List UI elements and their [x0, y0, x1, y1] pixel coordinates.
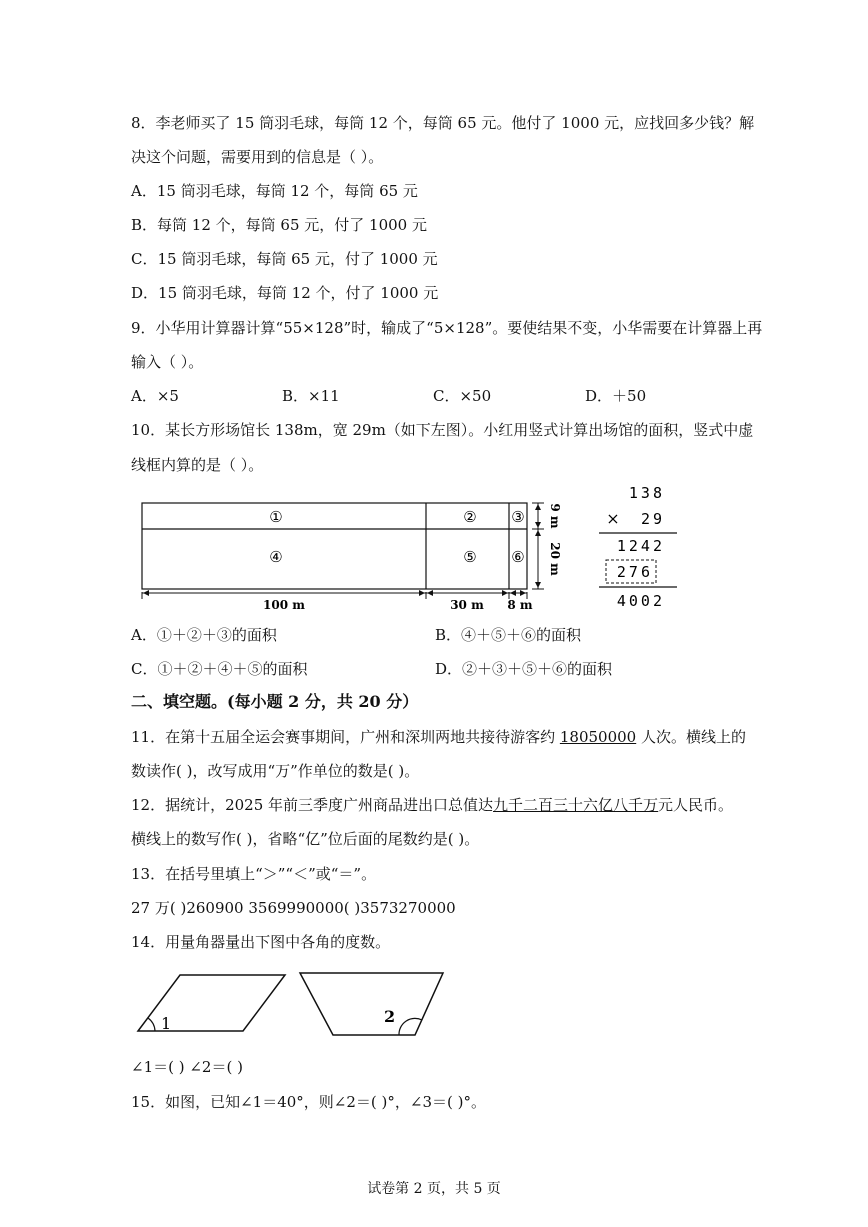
page-footer: 试卷第 2 页，共 5 页 [367, 1181, 501, 1197]
q11-underlined-number: 18050000 [559, 728, 637, 746]
q11-stem-line2: 数读作( )，改写成用“万”作单位的数是( )。 [131, 762, 420, 780]
q10-stem-line1: 10．某长方形场馆长 138m，宽 29m（如下左图）。小红用竖式计算出场馆的面积，竖式中虚 [131, 421, 754, 439]
dim-100m: 100 m [263, 598, 305, 612]
angle-1-label: 1 [161, 1014, 172, 1033]
q9-option-a: A．×5 [131, 387, 179, 405]
q9-stem-line2: 输入（ ）。 [131, 353, 204, 371]
q9-option-d: D．＋50 [585, 387, 647, 405]
calc-times-sign: × [606, 509, 620, 528]
q15-stem: 15．如图，已知∠1＝40°，则∠2＝( )°，∠3＝( )°。 [131, 1093, 486, 1111]
q10-vertical-multiplication [595, 480, 685, 612]
q13-stem: 13．在括号里填上“＞”“＜”或“＝”。 [131, 865, 377, 883]
q8-option-a: A．15 筒羽毛球，每筒 12 个，每筒 65 元 [131, 182, 418, 200]
q8-option-b: B．每筒 12 个，每筒 65 元，付了 1000 元 [131, 216, 427, 234]
cell-6-label: ⑥ [511, 548, 525, 566]
dim-8m: 8 m [507, 598, 533, 612]
q10-option-c: C．①＋②＋④＋⑤的面积 [131, 660, 308, 678]
q8-option-d: D．15 筒羽毛球，每筒 12 个，付了 1000 元 [131, 284, 439, 302]
q8-stem-line1: 8．李老师买了 15 筒羽毛球，每筒 12 个，每筒 65 元。他付了 1000 元，应找回多少钱？解 [131, 114, 755, 132]
q13-compare-line: 27 万( )260900 3569990000( )3573270000 [131, 899, 456, 917]
q12-stem-line2: 横线上的数写作( )，省略“亿”位后面的尾数约是( )。 [131, 830, 480, 848]
cell-2-label: ② [463, 508, 477, 526]
q9-stem-line1: 9．小华用计算器计算“55×128”时，输成了“5×128”。要使结果不变，小华需要在计算器上再 [131, 319, 763, 337]
q10-rectangle-figure [130, 495, 560, 615]
cell-1-label: ① [269, 508, 283, 526]
calc-result: 4002 [616, 592, 665, 610]
calc-partial-product-1: 1242 [616, 537, 665, 555]
calc-multiplicand: 138 [628, 484, 665, 502]
q8-option-c: C．15 筒羽毛球，每筒 65 元，付了 1000 元 [131, 250, 438, 268]
q8-stem-line2: 决这个问题，需要用到的信息是（ ）。 [131, 148, 384, 166]
q12-stem-line1: 12．据统计，2025 年前三季度广州商品进出口总值达九千二百三十六亿八千万元人民币。 [131, 796, 734, 814]
dim-20m: 20 m [548, 542, 562, 576]
angle-2-label: 2 [384, 1007, 396, 1026]
q14-answer-line: ∠1＝( ) ∠2＝( ) [131, 1058, 243, 1076]
q10-option-b: B．④＋⑤＋⑥的面积 [435, 626, 582, 644]
q12-underlined-number: 九千二百三十六亿八千万 [493, 796, 659, 814]
q10-option-a: A．①＋②＋③的面积 [131, 626, 277, 644]
cell-5-label: ⑤ [463, 548, 477, 566]
calc-partial-product-2: 276 [616, 563, 653, 581]
cell-3-label: ③ [511, 508, 525, 526]
cell-4-label: ④ [269, 548, 283, 566]
q14-parallelogram-figure [130, 968, 290, 1038]
calc-multiplier: 29 [640, 510, 665, 528]
q14-trapezoid-figure [295, 968, 450, 1038]
q11-stem-line1: 11．在第十五届全运会赛事期间，广州和深圳两地共接待游客约 18050000 人次。横线上的 [131, 728, 746, 746]
q14-stem: 14．用量角器量出下图中各角的度数。 [131, 933, 391, 951]
q10-option-d: D．②＋③＋⑤＋⑥的面积 [435, 660, 613, 678]
dim-9m: 9 m [548, 503, 562, 529]
q10-stem-line2: 线框内算的是（ ）。 [131, 456, 264, 474]
dim-30m: 30 m [450, 598, 484, 612]
q9-option-c: C．×50 [433, 387, 492, 405]
q9-option-b: B．×11 [282, 387, 340, 405]
section-2-heading: 二、填空题。(每小题 2 分，共 20 分） [131, 692, 419, 711]
